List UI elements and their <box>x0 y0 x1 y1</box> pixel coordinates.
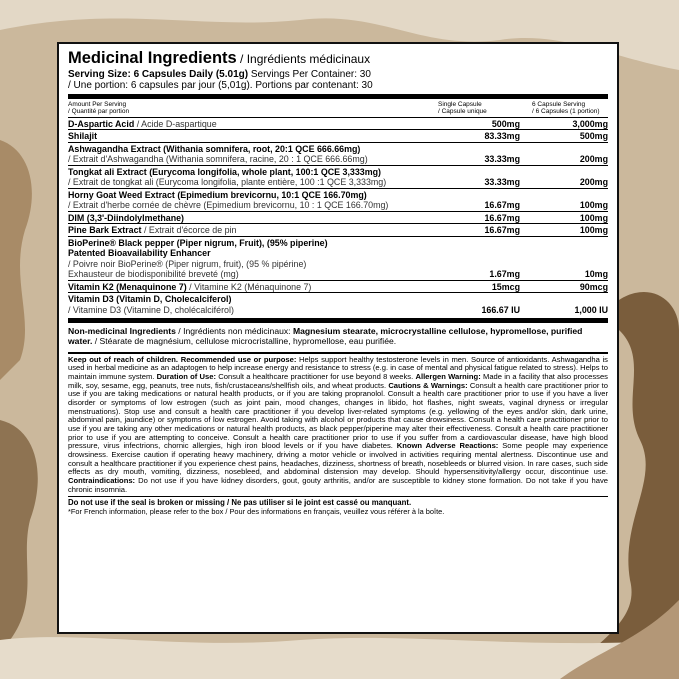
non-medicinal-ingredients <box>68 318 608 347</box>
six-amount: 200mg <box>579 177 608 188</box>
single-amount: 16.67mg <box>484 225 520 236</box>
table-row <box>68 292 608 318</box>
cautions-label: Cautions & Warnings: <box>388 380 468 390</box>
ingredient-name: DIM (3,3'-Diindolylmethane) <box>68 212 185 223</box>
ingredient-name-suffix: (Menaquinone 7) <box>113 281 187 292</box>
warnings-text <box>68 354 608 495</box>
ingredient-name: Tongkat ali Extract (Eurycoma longifolia, whole plant, 100:1 QCE 3,333mg) <box>68 166 381 177</box>
french-info-note: *For French information, please refer to the box / Pour des informations en français, veuillez vous référer à la boîte. <box>68 507 445 517</box>
ingredient-name: D-Aspartic Acid <box>68 118 135 129</box>
single-amount: 500mg <box>491 118 520 129</box>
single-amount: 166.67 IU <box>481 304 520 315</box>
seal-warning-block <box>68 496 608 516</box>
ingredient-name-fr: / Acide D-aspartique <box>134 118 217 129</box>
single-capsule-header-fr: / Capsule unique <box>438 108 487 116</box>
six-capsule-header-fr: / 6 Capsules (1 portion) <box>532 108 600 116</box>
single-capsule-header: Single Capsule <box>438 101 482 108</box>
non-medicinal-list: Magnesium stearate, microcrystalline cellulose, hypromellose, purified water. <box>68 326 583 347</box>
six-amount: 100mg <box>579 225 608 236</box>
serving-size-line <box>68 69 608 80</box>
keep-out-of-reach: Keep out of reach of children. <box>68 354 179 364</box>
contraindications-label: Contraindications: <box>68 475 136 485</box>
ingredient-name-line2: Patented Bioavailability Enhancer <box>68 248 211 259</box>
ingredient-name-fr: / Extrait d'écorce de pin <box>141 225 237 236</box>
non-medicinal-list-fr: / Stéarate de magnésium, cellulose microcristalline, hypromellose, eau purifiée. <box>92 336 397 347</box>
contraindications-text: Do not use if you have kidney disorders, gout, gouty arthritis, and/or are susceptible to kidney stone formation. Do not take if you have chronic insomnia. <box>68 475 608 494</box>
ingredient-name-fr-line2: Exhausteur de biodisponibilité breveté (mg) <box>68 269 239 280</box>
ingredient-name-fr: / Extrait d'herbe cornée de chèvre (Epimedium brevicornu, 10 : 1 QCE 166.70mg) <box>68 200 389 211</box>
six-amount: 3,000mg <box>572 118 608 129</box>
ingredient-name: BioPerine® Black pepper (Piper nigrum, Fruit), (95% piperine) <box>68 237 328 248</box>
table-row <box>68 129 608 142</box>
ingredient-name: Shilajit <box>68 131 98 142</box>
six-amount: 100mg <box>579 212 608 223</box>
single-amount: 83.33mg <box>484 131 520 142</box>
six-amount: 100mg <box>579 200 608 211</box>
six-amount: 10mg <box>584 269 608 280</box>
duration-label: Duration of Use: <box>156 372 217 381</box>
table-row <box>68 211 608 224</box>
serving-size-fr: / Une portion: 6 capsules par jour (5,01g). Portions par contenant: 30 <box>68 80 373 91</box>
table-row <box>68 142 608 165</box>
ingredient-name: Vitamin K2 <box>68 281 114 292</box>
allergen-text: Made in a facility that also processes milk, soy, sesame, egg, peanuts, tree nuts, fish/crustaceans/shellfish oils, and wheat products. <box>68 372 608 390</box>
single-amount: 16.67mg <box>484 200 520 211</box>
ingredient-name-fr: / Vitamine K2 (Ménaquinone 7) <box>186 281 312 292</box>
duration-text: Consult a healthcare practitioner for use beyond 8 weeks. <box>216 372 416 381</box>
non-medicinal-label-fr: / Ingrédients non médicinaux: <box>175 326 293 337</box>
recommended-use-text: Helps support healthy testosterone levels in men. Source of antioxidants. Ashwagandha is used in herbal medicine as an adaptogen to help increase energy and resistance to stress (e.g. in case of mental and physical fatigue related to stress). Helps to maintain immune system. <box>68 354 608 381</box>
table-row <box>68 165 608 188</box>
six-amount: 90mcg <box>579 281 608 292</box>
ingredient-name: Horny Goat Weed Extract (Epimedium brevicornu, 10:1 QCE 166.70mg) <box>68 189 367 200</box>
table-row <box>68 117 608 130</box>
seal-warning: Do not use if the seal is broken or missing / Ne pas utiliser si le joint est cassé ou manquant. <box>68 498 412 508</box>
single-amount: 33.33mg <box>484 154 520 165</box>
ingredient-name: Pine Bark Extract <box>68 225 142 236</box>
single-amount: 33.33mg <box>484 177 520 188</box>
ingredient-name: Vitamin D3 (Vitamin D, Cholecalciferol) <box>68 294 232 305</box>
ingredient-name-fr: / Poivre noir BioPerine® (Piper nigrum, fruit), (95 % pipérine) <box>68 258 307 269</box>
allergen-label: Allergen Warning: <box>415 372 481 381</box>
table-header <box>68 99 608 117</box>
single-amount: 1.67mg <box>489 269 520 280</box>
table-row <box>68 236 608 280</box>
cautions-text: Consult a health care practitioner prior to use if you are taking medications or natural health products, or if you are taking propranolol. Consult a health care practitioner prior to use if you have a liver disorder or symptoms of low estrogen (such as joint pain, mood changes, changes in libido, hot flashes, night sweats, vaginal dryness or irregular menstruations). Stop use and consult a health care practitioner if you develop liver-related symptoms (e.g. yellowing of the eyes and/or skin, dark urine, abdominal pain, jaundice) or symptoms of low estrogen. Avoid taking with alcohol or products that cause drowsiness. Consult a health care practitioner prior to use if you are taking any other medications or natural health products, as black pepper/piperine may alter their effectiveness. Consult a health care practitioner prior to use if you are attempting to conceive. Consult a health care practitioner prior to use if you suffer from a cardiovascular disease, have high blood pressure, virus infectrions, chornic allergies, high iron blood levels or if you have diabetes. <box>68 380 608 451</box>
title-fr: / Ingrédients médicinaux <box>236 52 371 66</box>
recommended-use-label: Recommended use or purpose: <box>180 354 297 364</box>
table-row <box>68 223 608 236</box>
ingredient-name-fr: / Vitamine D3 (Vitamine D, cholécalciférol) <box>68 304 234 315</box>
single-amount: 16.67mg <box>484 212 520 223</box>
ingredient-name: Ashwagandha Extract (Withania somnifera, root, 20:1 QCE 666.66mg) <box>68 143 361 154</box>
adverse-reactions-label: Known Adverse Reactions: <box>396 441 499 451</box>
non-medicinal-label: Non-medicinal Ingredients <box>68 326 176 337</box>
serving-size-label: Serving Size: 6 Capsules Daily (5.01g) <box>68 69 249 80</box>
amount-per-serving-label: Amount Per Serving <box>68 101 127 108</box>
table-row <box>68 188 608 211</box>
ingredient-name-fr: / Extrait de tongkat ali (Eurycoma longifolia, plante entière, 100 :1 QCE 3,333mg) <box>68 177 387 188</box>
table-row <box>68 280 608 293</box>
adverse-reactions-text: Some people may experience drowsiness. Exercise caution if operating heavy machinery, driving a motor vehicle or involved in activities requiring mental alertness. Discontinue use and consult a healthcare practitioner if you experience chest pains, headaches, dizziness, shortness of breath, nosebleeds or blurred vision. In rare cases, such side effects as dry mouth, vomiting, dizziness, nosebleed, and abdominal distension may develop. Should hypersensitivity/allergy occur, discontinue use. <box>68 441 608 477</box>
panel-content <box>68 49 608 516</box>
panel-title <box>68 49 608 69</box>
single-amount: 15mcg <box>491 281 520 292</box>
six-amount: 1,000 IU <box>574 304 608 315</box>
six-capsule-header: 6 Capsule Serving <box>532 101 586 108</box>
nutrition-panel <box>57 42 619 634</box>
title-en: Medicinal Ingredients <box>68 49 237 67</box>
ingredient-name-fr: / Extrait d'Ashwagandha (Withania somnifera, racine, 20 : 1 QCE 666.66mg) <box>68 154 368 165</box>
six-amount: 200mg <box>579 154 608 165</box>
six-amount: 500mg <box>579 131 608 142</box>
amount-per-serving-fr: / Quantité par portion <box>68 108 130 116</box>
servings-per-container: Servings Per Container: 30 <box>248 69 371 80</box>
